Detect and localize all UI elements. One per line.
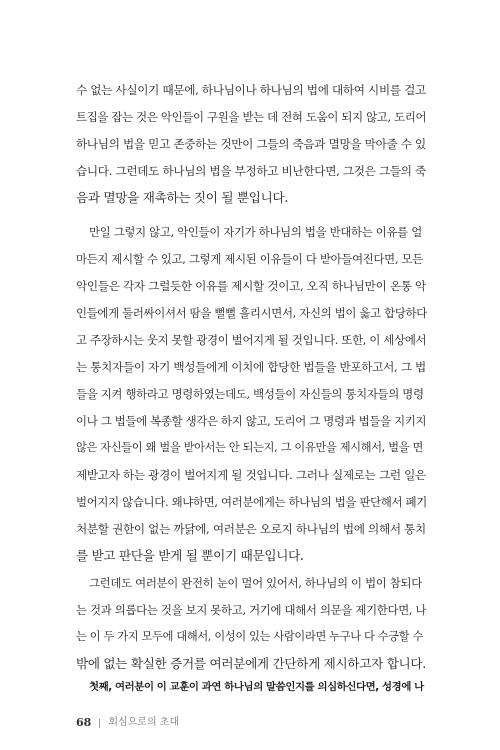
body-text-line: 밖에 없는 확실한 증거를 여러분에게 간단하게 제시하고자 합니다. — [76, 656, 426, 671]
body-text-line: 벌어지지 않습니다. 왜냐하면, 여러분에게는 하나님의 법을 판단해서 폐기 — [76, 495, 427, 509]
body-text-line: 이나 그 법들에 복종할 생각은 하지 않고, 도리어 그 명령과 법들을 지키지 — [76, 414, 427, 428]
bold-section-start-line: 첫째, 여러분이 이 교훈이 과연 하나님의 말씀인지를 의심하신다면, 성경에 나 — [89, 681, 424, 693]
paragraph-first-line: 그런데도 여러분이 완전히 눈이 멀어 있어서, 하나님의 이 법이 참되다 — [89, 576, 422, 590]
page-number: 68 — [76, 716, 92, 729]
body-text-line: 습니다. 그런데도 하나님의 법을 부정하고 비난한다면, 그것은 그들의 죽 — [76, 164, 426, 178]
body-text-line: 들을 지켜 행하라고 명령하였는데도, 백성들이 자신들의 통치자들의 명령 — [76, 387, 424, 401]
body-text-line: 는 이 두 가지 모두에 대해서, 이성이 있는 사람이라면 누구나 다 수긍할 수 — [76, 630, 424, 643]
body-text-line: 수 없는 사실이기 때문에, 하나님이나 하나님의 법에 대하여 시비를 걸고 — [76, 83, 426, 97]
body-text-line: 않은 자신들이 왜 벌을 받아서는 안 되는지, 그 이유만을 제시해서, 벌을 면 — [76, 441, 424, 454]
body-text-line: 하나님의 법을 믿고 존중하는 것만이 그들의 죽음과 멸망을 막아줄 수 있 — [76, 137, 426, 151]
footer-divider — [99, 719, 100, 728]
body-text-line: 음과 멸망을 재촉하는 짓이 될 뿐입니다. — [76, 190, 289, 205]
body-text-line: 제받고자 하는 광경이 벌어지게 될 것입니다. 그러나 실제로는 그런 일은 — [76, 468, 426, 482]
body-text-line: 악인들은 각자 그럴듯한 이유를 제시할 것이고, 오직 하나님만이 온통 악 — [76, 279, 426, 293]
body-text-line: 고 주장하시는 웃지 못할 광경이 벌어지게 될 것입니다. 또한, 이 세상에서 — [76, 333, 427, 347]
page-footer — [76, 716, 179, 730]
paragraph-first-line: 만일 그렇지 않고, 악인들이 자기가 하나님의 법을 반대하는 이유를 얼 — [89, 225, 422, 239]
body-text-line: 처분할 권한이 없는 까닭에, 여러분은 오로지 하나님의 법에 의해서 통치 — [76, 522, 426, 536]
body-text-line: 마든지 제시할 수 있고, 그렇게 제시된 이유들이 다 받아들여진다면, 모든 — [76, 252, 423, 266]
body-text-line: 트집을 잡는 것은 악인들이 구원을 받는 데 전혀 도움이 되지 않고, 도리어 — [76, 110, 427, 124]
running-title: 회심으로의 초대 — [108, 717, 180, 728]
body-text-line: 인들에게 둘러싸이셔서 땀을 뻘뻘 흘리시면서, 자신의 법이 옳고 합당하다 — [76, 306, 427, 320]
body-text-line: 를 받고 판단을 받게 될 뿐이기 때문입니다. — [76, 548, 304, 563]
body-text-line: 는 것과 의롭다는 것을 보지 못하고, 거기에 대해서 의문을 제기한다면, 나 — [76, 603, 427, 617]
body-text-line: 는 통치자들이 자기 백성들에게 이치에 합당한 법들을 반포하고서, 그 법 — [76, 360, 426, 374]
